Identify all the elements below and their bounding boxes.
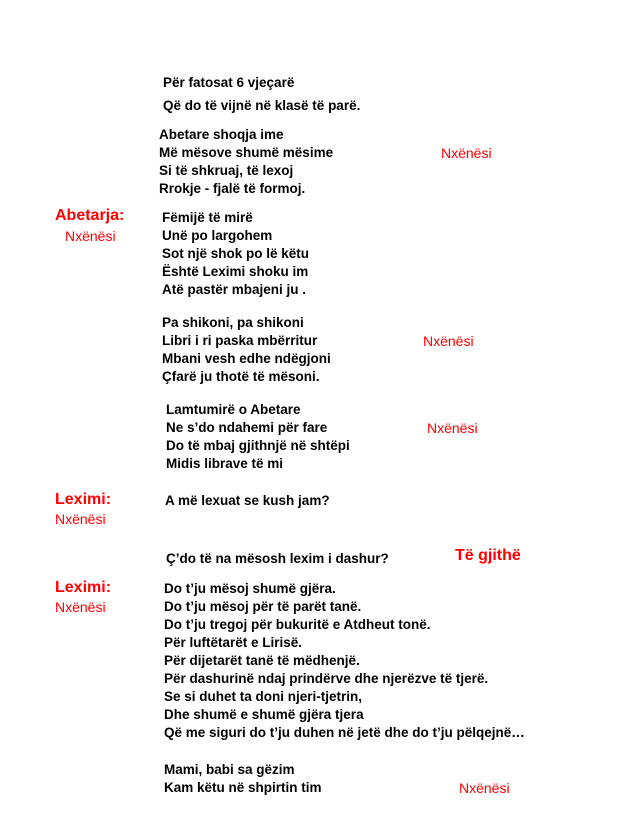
verse-line: Për luftëtarët e Lirisë. <box>164 635 303 650</box>
verse-line: Do t’ju tregoj për bukuritë e Atdheut tonë. <box>164 617 431 632</box>
speaker-role: Nxënësi <box>65 228 116 244</box>
verse-line: Sot një shok po lë këtu <box>162 246 310 261</box>
speaker-label: Leximi: <box>55 579 112 596</box>
verse-line: Është Leximi shoku im <box>162 264 309 279</box>
intro-line: Që do të vijnë në klasë të parë. <box>163 98 361 113</box>
verse-line: Do të mbaj gjithnjë në shtëpi <box>166 438 350 453</box>
verse-line: Pa shikoni, pa shikoni <box>162 315 304 330</box>
speaker-role: Nxënësi <box>55 599 106 615</box>
verse-line: Libri i ri paska mbërritur <box>162 333 318 348</box>
verse-line: Kam këtu në shpirtin tim <box>164 780 322 795</box>
verse-line: Më mësove shumë mësime <box>159 145 334 160</box>
speaker-role: Nxënësi <box>55 511 106 527</box>
verse-line: Do t’ju mësoj për të parët tanë. <box>164 599 362 614</box>
speaker-role: Nxënësi <box>459 780 510 796</box>
verse-line: Mami, babi sa gëzim <box>164 762 295 777</box>
verse-line: Do t’ju mësoj shumë gjëra. <box>164 581 336 596</box>
verse-line: Ne s’do ndahemi për fare <box>166 420 328 435</box>
intro-line: Për fatosat 6 vjeçarë <box>163 75 295 90</box>
verse-line: Dhe shumë e shumë gjëra tjera <box>164 707 364 722</box>
verse-line: Për dijetarët tanë të mëdhenjë. <box>164 653 360 668</box>
verse-line: Rrokje - fjalë të formoj. <box>159 181 306 196</box>
speaker-label: Të gjithë <box>455 547 521 564</box>
verse-line: Midis librave të mi <box>166 456 284 471</box>
verse-line: Për dashurinë ndaj prindërve dhe njerëzve të tjerë. <box>164 671 489 686</box>
verse-line: Fëmijë të mirë <box>162 210 253 225</box>
verse-line: Abetare shoqja ime <box>159 127 284 142</box>
verse-line: Mbani vesh edhe ndëgjoni <box>162 351 331 366</box>
verse-line: Çfarë ju thotë të mësoni. <box>162 369 320 384</box>
verse-line: Si të shkruaj, të lexoj <box>159 163 294 178</box>
verse-line: Se si duhet ta doni njeri-tjetrin, <box>164 689 363 704</box>
speaker-label: Abetarja: <box>55 207 125 224</box>
speaker-label: Leximi: <box>55 491 112 508</box>
verse-line: Ç’do të na mësosh lexim i dashur? <box>166 551 389 566</box>
speaker-role: Nxënësi <box>441 145 492 161</box>
verse-line: Lamtumirë o Abetare <box>166 402 301 417</box>
verse-line: A më lexuat se kush jam? <box>165 493 330 508</box>
speaker-role: Nxënësi <box>427 420 478 436</box>
verse-line: Unë po largohem <box>162 228 273 243</box>
verse-line: Atë pastër mbajeni ju . <box>162 282 307 297</box>
verse-line: Që me siguri do t’ju duhen në jetë dhe do t’ju pëlqejnë… <box>164 725 525 740</box>
speaker-role: Nxënësi <box>423 333 474 349</box>
